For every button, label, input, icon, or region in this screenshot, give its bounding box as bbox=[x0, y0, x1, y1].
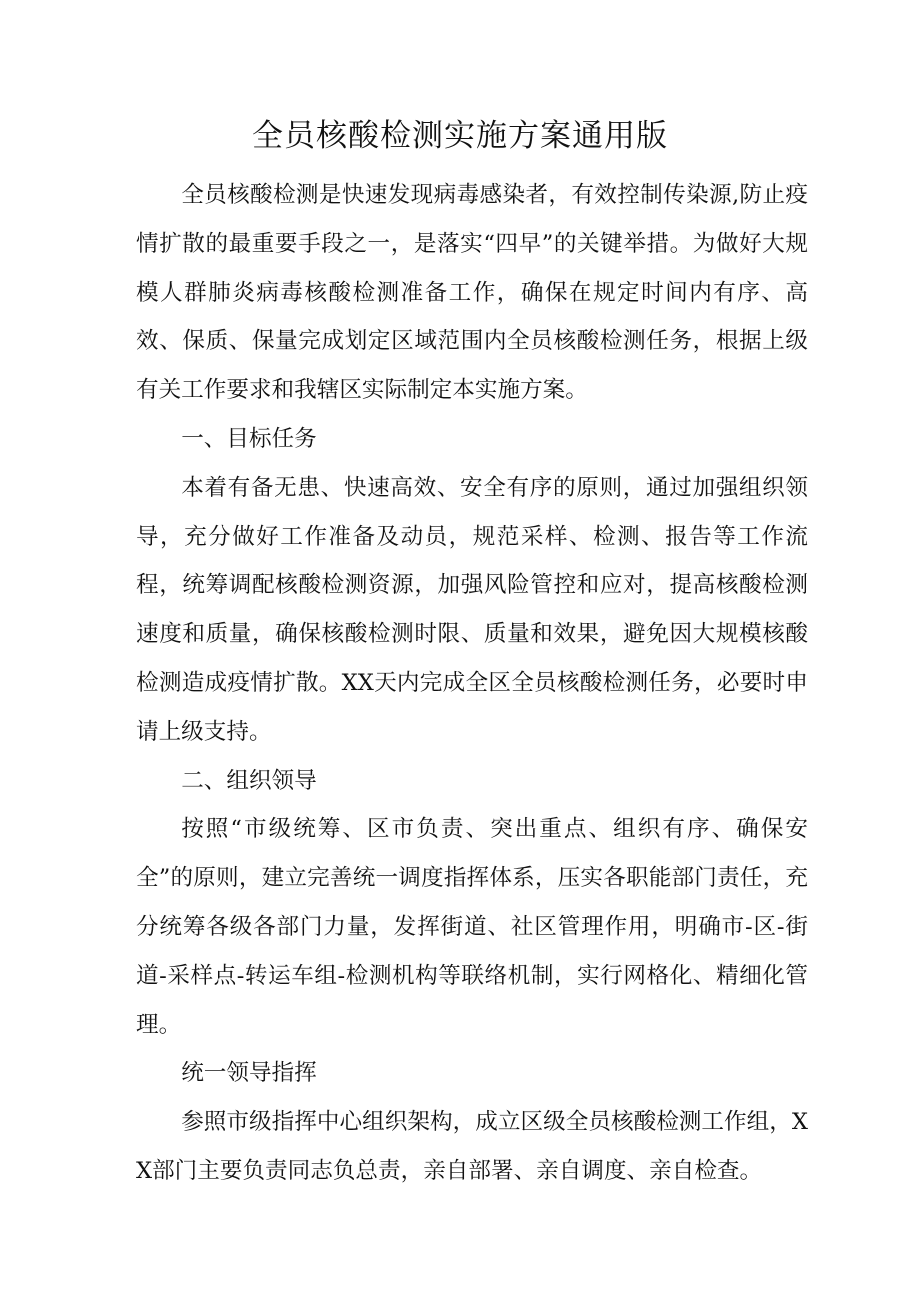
section-heading-organization: 二、组织领导 bbox=[181, 767, 317, 794]
document-title: 全员核酸检测实施方案通用版 bbox=[252, 118, 668, 154]
intro-paragraph: 全员核酸检测是快速发现病毒感染者，有效控制传染源,防止疫情扩散的最重要手段之一，是落实“四早”的关键举措。为做好大规模人群肺炎病毒核酸检测准备工作，确保在规定时间内有序、高效、保质、保量完成划定区域范围内全员核酸检测任务，根据上级有关工作要求和我辖区实际制定本实施方案。 bbox=[136, 182, 808, 404]
command-paragraph: 参照市级指挥中心组织架构，成立区级全员核酸检测工作组，XX部门主要负责同志负总责，亲自部署、亲自调度、亲自检查。 bbox=[136, 1109, 808, 1184]
organization-paragraph: 按照“市级统筹、区市负责、突出重点、组织有序、确保安全”的原则，建立完善统一调度指挥体系，压实各职能部门责任，充分统筹各级各部门力量，发挥街道、社区管理作用，明确市-区-街道-采样点-转运车组-检测机构等联络机制，实行网格化、精细化管理。 bbox=[136, 816, 808, 1038]
document-body bbox=[136, 171, 808, 1196]
goals-paragraph: 本着有备无患、快速高效、安全有序的原则，通过加强组织领导，充分做好工作准备及动员，规范采样、检测、报告等工作流程，统筹调配核酸检测资源，加强风险管控和应对，提高核酸检测速度和质量，确保核酸检测时限、质量和效果，避免因大规模核酸检测造成疫情扩散。XX天内完成全区全员核酸检测任务，必要时申请上级支持。 bbox=[136, 474, 808, 745]
section-heading-goals: 一、目标任务 bbox=[181, 425, 317, 452]
subsection-heading-command: 统一领导指挥 bbox=[181, 1060, 317, 1087]
